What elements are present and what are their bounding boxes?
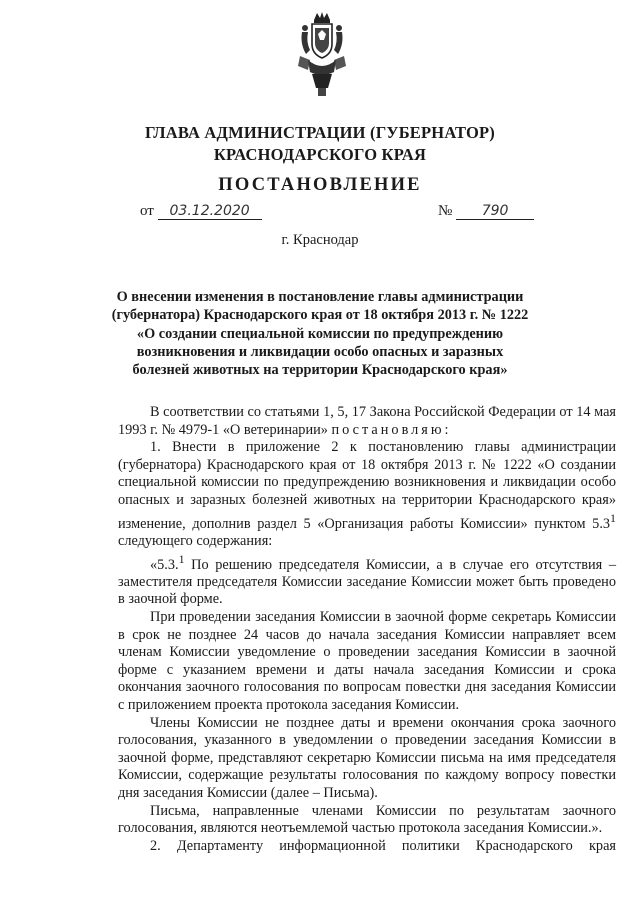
issuer-heading [0,122,640,166]
subject-line-2: (губернатора) Краснодарского края от 18 октября 2013 г. № 1222 [111,307,529,324]
number-prefix: № [438,203,453,219]
intro-paragraph [118,404,616,439]
paragraph-2-superscript: 1 [178,551,185,566]
intro-text: В соответствии со статьями 1, 5, 17 Закона Российской Федерации от 14 мая 1993 г. № 4979-1 «О ветеринарии» [118,404,616,438]
document-body [118,404,616,855]
date-line [140,203,262,220]
issuer-line-1: ГЛАВА АДМИНИСТРАЦИИ (ГУБЕРНАТОР) [145,123,495,142]
date-prefix: от [140,203,154,219]
number-line [438,203,534,220]
subject-line-3: «О создании специальной комиссии по предупреждению [136,325,504,342]
handwritten-number: 790 [456,203,534,220]
paragraph-2-start: «5.3. [150,556,179,573]
paragraph-1-superscript: 1 [610,510,616,525]
city-line: г. Краснодар [281,232,359,248]
coat-of-arms-emblem [298,10,346,102]
paragraph-1 [118,439,616,550]
intro-keyword: постановляю: [331,421,452,438]
paragraph-1-tail: следующего содержания: [118,532,273,549]
paragraph-4: Члены Комиссии не позднее даты и времени окончания срока заочного голосования, указанного в уведомлении о проведении заседания Комиссии в заочной форме, представляют секретарю Комиссии письма на имя председателя Комиссии, содержащие результаты голосования по каждому вопросу повестки дня заседания Комиссии (далее – Письма). [118,714,616,801]
paragraph-5: Письма, направленные членами Комиссии по результатам заочного голосования, являются неотъемлемой частью протокола заседания Комиссии.». [118,802,616,837]
issuer-line-2: КРАСНОДАРСКОГО КРАЯ [213,145,427,164]
subject-line-5: болезней животных на территории Краснодарского края» [132,362,508,379]
paragraph-2 [118,551,616,610]
document-type: ПОСТАНОВЛЕНИЕ [218,175,422,195]
subject-line-1: О внесении изменения в постановление главы администрации [116,289,524,305]
paragraph-2-rest: По решению председателя Комиссии, а в случае его отсутствия – заместителя председателя Комиссии заседание Комиссии может быть проведено в заочной форме. [118,556,616,608]
paragraph-1-text: 1. Внести в приложение 2 к постановлению главы администрации (губернатора) Краснодарского края от 18 октября 2013 г. № 1222 «О создании специальной комиссии по предупреждению возникновения и ликвидации особо опасных и заразных болезней животных на территории Краснодарского края» изменение, дополнив раздел 5 «Организация работы Комиссии» пунктом 5.3 [118,439,616,532]
paragraph-3: При проведении заседания Комиссии в заочной форме секретарь Комиссии в срок не позднее 24 часов до начала заседания Комиссии направляет всем членам Комиссии уведомление о проведении заседания Комиссии в заочной форме с указанием времени и даты начала заседания Комиссии и срока окончания заочного голосования по вопросам повестки дня заседания Комиссии с приложением проекта протокола заседания Комиссии. [118,609,616,714]
paragraph-6: 2. Департаменту информационной политики Краснодарского края [150,837,616,854]
subject-line-4: возникновения и ликвидации особо опасных и заразных [136,343,504,360]
handwritten-date: 03.12.2020 [158,203,262,220]
document-subject [110,288,530,379]
